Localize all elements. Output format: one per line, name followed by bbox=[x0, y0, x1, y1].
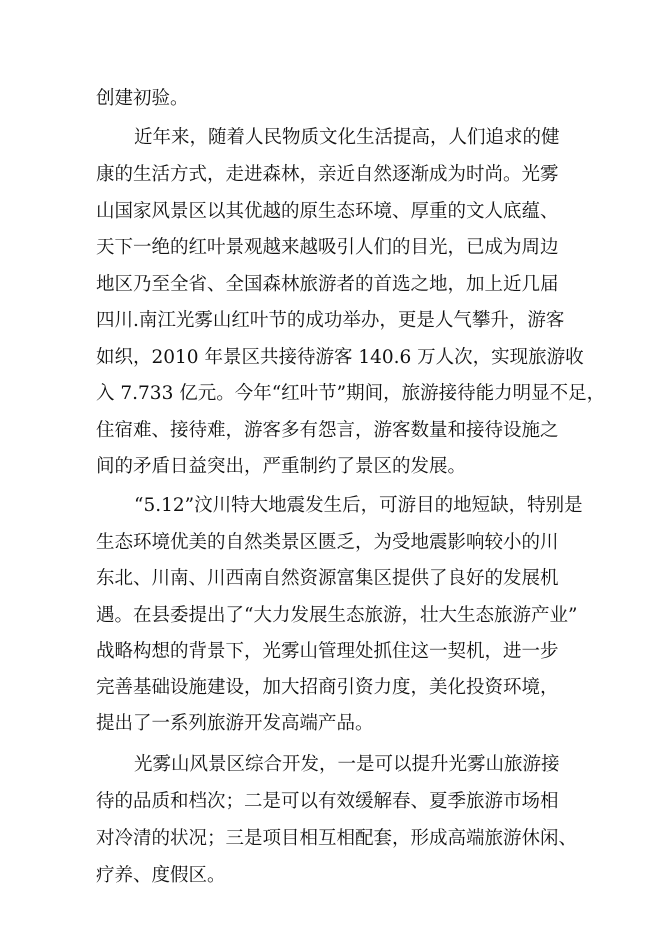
paragraph-1-line-10: 间的矛盾日益突出，严重制约了景区的发展。 bbox=[96, 456, 467, 477]
paragraph-1-line-7: 如织，2010 年景区共接待游客 140.6 万人次，实现旅游收 bbox=[96, 347, 584, 368]
paragraph-2-line-4: 遇。在县委提出了“大力发展生态旅游，壮大生态旅游产业” bbox=[96, 605, 578, 626]
paragraph-1-line-4: 天下一绝的红叶景观越来越吸引人们的目光，已成为周边 bbox=[96, 237, 559, 258]
text-line-1: 创建初验。 bbox=[96, 88, 189, 109]
paragraph-1-line-8: 入 7.733 亿元。今年“红叶节”期间，旅游接待能力明显不足， bbox=[96, 383, 606, 404]
paragraph-1-line-1: 近年来，随着人民物质文化生活提高，人们追求的健 bbox=[134, 127, 560, 148]
paragraph-2-line-7: 提出了一系列旅游开发高端产品。 bbox=[96, 713, 374, 734]
paragraph-3-line-2: 待的品质和档次；二是可以有效缓解春、夏季旅游市场相 bbox=[96, 791, 559, 812]
paragraph-3-line-4: 疗养、度假区。 bbox=[96, 865, 226, 886]
paragraph-1-line-5: 地区乃至全省、全国森林旅游者的首选之地，加上近几届 bbox=[96, 274, 559, 295]
paragraph-1-line-9: 住宿难、接待难，游客多有怨言，游客数量和接待设施之 bbox=[96, 420, 559, 441]
paragraph-1-line-6: 四川.南江光雾山红叶节的成功举办，更是人气攀升，游客 bbox=[96, 310, 565, 331]
paragraph-1-line-3: 山国家风景区以其优越的原生态环境、厚重的文人底蕴、 bbox=[96, 201, 559, 222]
paragraph-2-line-3: 东北、川南、川西南自然资源富集区提供了良好的发展机 bbox=[96, 568, 559, 589]
paragraph-3-line-1: 光雾山风景区综合开发，一是可以提升光雾山旅游接 bbox=[134, 754, 560, 775]
paragraph-2-line-1: “5.12”汶川特大地震发生后，可游目的地短缺，特别是 bbox=[134, 495, 583, 516]
paragraph-2-line-6: 完善基础设施建设，加大招商引资力度，美化投资环境， bbox=[96, 677, 559, 698]
paragraph-3-line-3: 对冷清的状况；三是项目相互相配套，形成高端旅游休闲、 bbox=[96, 828, 578, 849]
paragraph-2-line-2: 生态环境优美的自然类景区匮乏，为受地震影响较小的川 bbox=[96, 532, 559, 553]
paragraph-2-line-5: 战略构想的背景下，光雾山管理处抓住这一契机，进一步 bbox=[96, 641, 559, 662]
paragraph-1-line-2: 康的生活方式，走进森林，亲近自然逐渐成为时尚。光雾 bbox=[96, 164, 559, 185]
